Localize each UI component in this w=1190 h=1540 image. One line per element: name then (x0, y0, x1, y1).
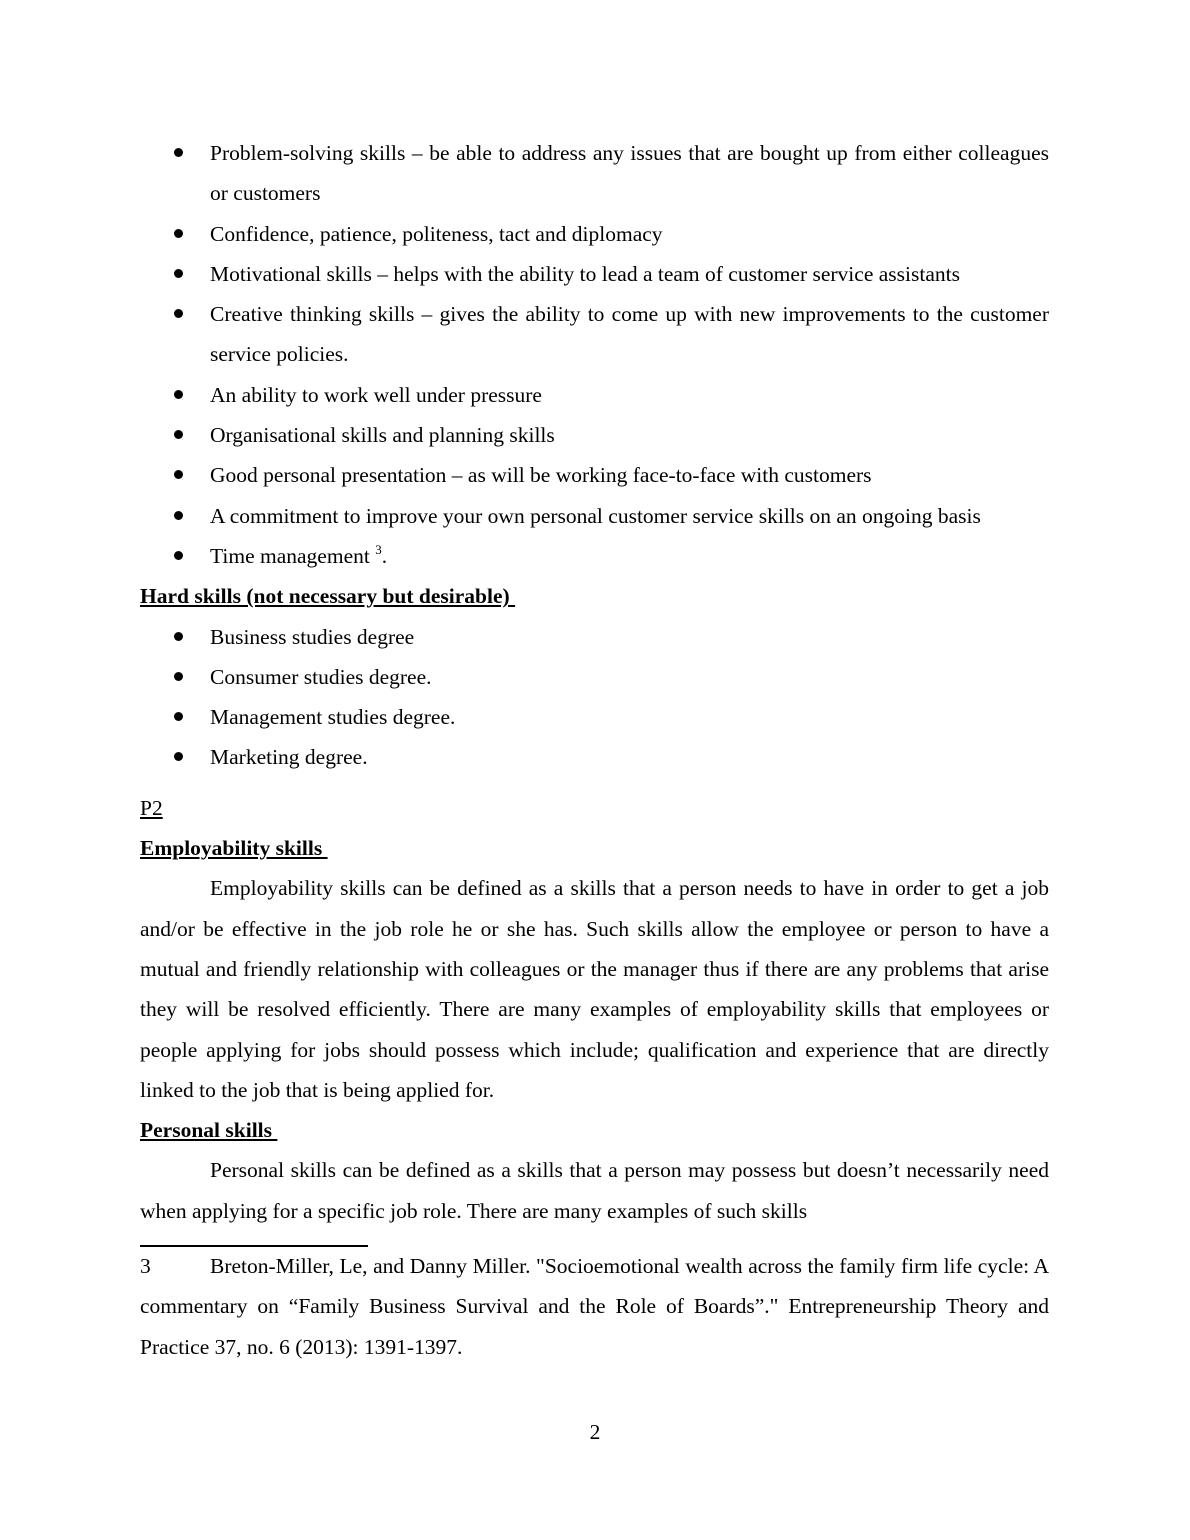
list-item: Creative thinking skills – gives the ability to come up with new improvements to the customer service policies. (140, 294, 1049, 375)
list-item: Business studies degree (140, 617, 1049, 657)
footnote-text: Breton-Miller, Le, and Danny Miller. "Socioemotional wealth across the family firm life cycle: A commentary on “Family Business Survival and the Role of Boards”." Entrepreneurship Theory and Practice 37, no. 6 (2013): 1391-1397. (140, 1254, 1049, 1359)
personal-skills-paragraph: Personal skills can be defined as a skills that a person may possess but doesn’t necessarily need when applying for a specific job role. There are many examples of such skills (140, 1158, 1049, 1223)
list-item: Motivational skills – helps with the ability to lead a team of customer service assistants (140, 254, 1049, 294)
bullet-icon (174, 430, 183, 439)
list-item: A commitment to improve your own personal customer service skills on an ongoing basis (140, 496, 1049, 536)
hard-skills-list (140, 617, 1049, 778)
personal-skills-heading: Personal skills (140, 1118, 278, 1143)
bullet-icon (174, 672, 183, 681)
bullet-icon (174, 148, 183, 157)
bullet-icon (174, 309, 183, 318)
employability-paragraph: Employability skills can be defined as a skills that a person needs to have in order to get a job and/or be effective in the job role he or she has. Such skills allow the employee or person to have a mutual and friendly relationship with colleagues or the manager thus if there are any problems that arise they will be resolved efficiently. There are many examples of employability skills that employees or people applying for jobs should possess which include; qualification and experience that are directly linked to the job that is being applied for. (140, 876, 1049, 1102)
list-item: Management studies degree. (140, 697, 1049, 737)
section-label: P2 (140, 795, 163, 820)
employability-heading: Employability skills (140, 836, 328, 861)
list-item: Organisational skills and planning skills (140, 415, 1049, 455)
footnote-reference[interactable]: 3 (375, 541, 382, 557)
list-item: Good personal presentation – as will be working face-to-face with customers (140, 455, 1049, 495)
bullet-icon (174, 229, 183, 238)
bullet-icon (174, 511, 183, 520)
footnote (140, 1246, 1049, 1367)
bullet-icon (174, 712, 183, 721)
bullet-icon (174, 470, 183, 479)
list-item: Time management $^3$. (140, 536, 1049, 576)
soft-skills-list (140, 133, 1049, 576)
bullet-icon (174, 269, 183, 278)
page-number: 2 (589, 1420, 601, 1444)
bullet-icon (174, 551, 183, 560)
bullet-icon (174, 752, 183, 761)
document-body (140, 133, 1049, 1231)
bullet-icon (174, 390, 183, 399)
list-item: An ability to work well under pressure (140, 375, 1049, 415)
footnote-number: 3 (140, 1254, 151, 1278)
bullet-icon (174, 632, 183, 641)
list-item: Consumer studies degree. (140, 657, 1049, 697)
list-item: Problem-solving skills – be able to address any issues that are bought up from either colleagues or customers (140, 133, 1049, 214)
list-item: Marketing degree. (140, 737, 1049, 777)
list-item: Confidence, patience, politeness, tact and diplomacy (140, 214, 1049, 254)
hard-skills-heading: Hard skills (not necessary but desirable) (140, 584, 516, 609)
